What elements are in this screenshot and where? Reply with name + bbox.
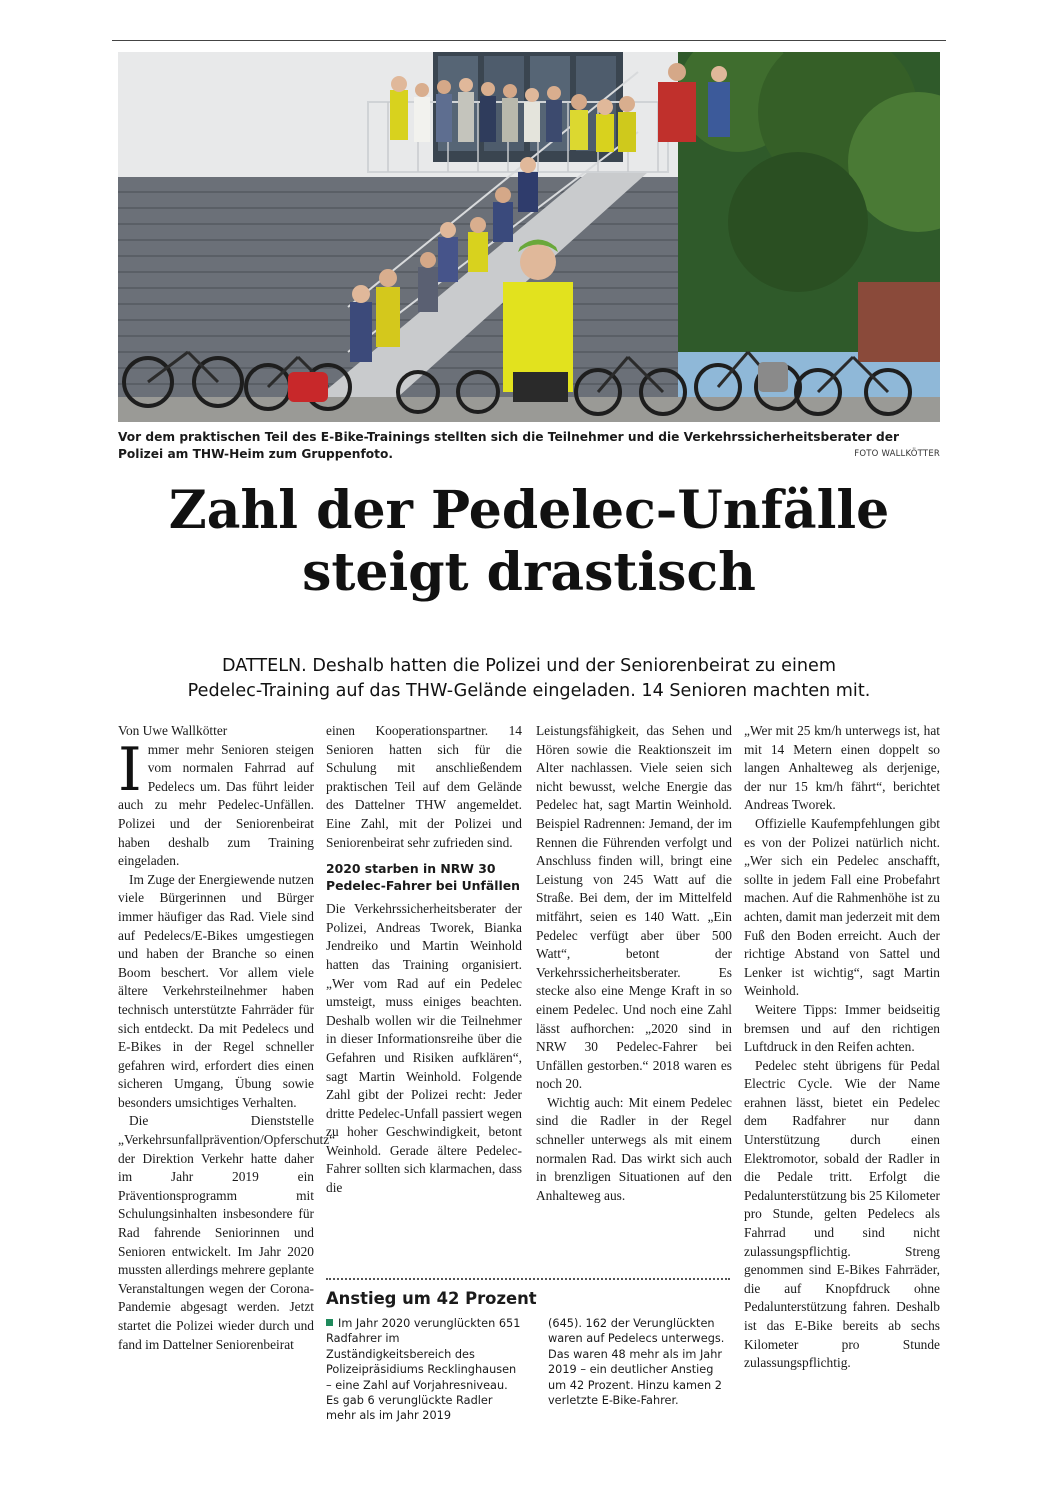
- dotted-divider: [326, 1278, 730, 1280]
- article-column-4: [744, 722, 940, 1373]
- headline-line-1: Zahl der Pedelec-Unfälle: [168, 480, 890, 541]
- info-box-column-1: [326, 1316, 522, 1424]
- drop-cap: I: [118, 734, 142, 805]
- paragraph-text: mmer mehr Senioren steigen vom normalen Fahrrad auf Pedelecs um. Das führt leider auch zu mehr Pedelec-Unfällen. Polizei und der Seniorenbeirat haben deshalb zum Training eingeladen.: [118, 741, 314, 869]
- top-rule: [112, 40, 946, 41]
- byline: Von Uwe Wallkötter: [118, 723, 228, 738]
- article-column-3: [536, 722, 732, 1205]
- paragraph: einen Kooperationspartner. 14 Senioren hatten sich für die Schulung mit anschließendem praktischen Teil auf dem Gelände des Dattelner THW angemeldet. Eine Zahl, mit der Polizei und Seniorenbeirat sehr zufrieden sind.: [326, 723, 522, 850]
- info-box-title: Anstieg um 42 Prozent: [326, 1289, 537, 1308]
- photo-credit: FOTO WALLKÖTTER: [854, 449, 940, 459]
- headline-line-2: steigt drastisch: [302, 542, 756, 603]
- paragraph: Weitere Tipps: Immer beidseitig bremsen und auf den richtigen Luftdruck in den Reifen achten.: [744, 1001, 940, 1055]
- article-column-1: [118, 722, 336, 1354]
- paragraph: Im Zuge der Energiewende nutzen viele Bürgerinnen und Bürger immer häufiger das Rad. Viele sind auf Pedelecs/E-Bikes umgestiegen und haben der Branche so einen Boom beschert. Vor allem viele ältere Verkehrsteilnehmer haben technisch unterstützte Fahrräder für sich entdeckt. Da mit Pedelecs und E-Bikes in der Regel schneller gefahren wird, erfordert dies einen sicheren Umgang, Übung sowie besonders umsichtiges Verhalten.: [118, 871, 314, 1110]
- paragraph: Pedelec steht übrigens für Pedal Electric Cycle. Wie der Name erahnen lässt, bietet ein Pedelec dem Radfahrer nur dann Unterstützung durch einen Elektromotor, sobald der Radler in die Pedale tritt. Erfolgt die Pedalunterstützung bis 25 Kilometer pro Stunde, gelten Pedelecs als Fahrrad und sind nicht zulassungspflichtig. Streng genommen sind E-Bikes Fahrräder, die auf Knopfdruck ohne Pedalunterstützung fahren. Deshalb ist das E-Bike bereits ab sechs Kilometer pro Stunde zulassungspflichtig.: [744, 1057, 940, 1371]
- paragraph: Die Verkehrssicherheitsberater der Polizei, Andreas Tworek, Bianka Jendreiko und Martin Weinhold hatten das Training organisiert. „Wer vom Rad auf ein Pedelec umsteigt, muss einiges beachten. Deshalb wollen wir die Teilnehmer in dieser Informationsreihe über die Gefahren und Risiken aufklären“, sagt Martin Weinhold. Folgende Zahl gibt der Polizei recht: Jeder dritte Pedelec-Unfall passiert wegen zu hoher Geschwindigkeit, betont Weinhold. Gerade ältere Pedelec-Fahrer sollten sich klarmachen, dass die: [326, 901, 522, 1196]
- subheadline: [112, 654, 946, 704]
- article-column-2: [326, 722, 522, 1198]
- paragraph: [118, 734, 314, 871]
- photo-caption: Vor dem praktischen Teil des E-Bike-Trainings stellten sich die Teilnehmer und die Verkehrssicherheitsberater der Polizei am THW-Heim zum Gruppenfoto.: [118, 430, 900, 461]
- info-box-body: [326, 1316, 730, 1466]
- paragraph: „Wer mit 25 km/h unterwegs ist, hat mit 14 Metern einen doppelt so langen Anhalteweg als derjenige, der nur 15 km/h fährt“, berichtet Andreas Tworek.: [744, 723, 940, 813]
- subheadline-line-1: DATTELN. Deshalb hatten die Polizei und der Seniorenbeirat zu einem: [222, 656, 836, 676]
- info-box: [326, 1278, 730, 1466]
- paragraph: Die Dienststelle „Verkehrsunfallprävention/Opferschutz“ der Direktion Verkehr hatte daher im Jahr 2019 ein Präventionsprogramm mit Schulungsinhalten insbesondere für Rad fahrende Seniorinnen und Senioren entwickelt. Im Jahr 2020 mussten allerdings mehrere geplante Veranstaltungen wegen der Corona-Pandemie abgesagt werden. Jetzt startet die Polizei wieder durch und fand im Dattelner Seniorenbeirat: [118, 1113, 336, 1352]
- bullet-square-icon: [326, 1319, 333, 1326]
- section-subhead: 2020 starben in NRW 30 Pedelec-Fahrer bei Unfällen: [326, 861, 520, 894]
- subheadline-line-2: Pedelec-Training auf das THW-Gelände eingeladen. 14 Senioren machten mit.: [187, 681, 871, 701]
- paragraph: Leistungsfähigkeit, das Sehen und Hören sowie die Reaktionszeit im Alter nachlassen. Viele seien sich nicht bewusst, welche Energie das Pedelec hat, sagt Martin Weinhold. Beispiel Radrennen: Jemand, der im Rennen die Führenden verfolgt und Anschluss finden will, bringt eine Leistung von 245 Watt auf die Straße. Bei dem, der im Mittelfeld mitfährt, seien es 140 Watt. „Ein Pedelec verfügt aber über 500 Watt“, betont der Verkehrssicherheitsberater. Es stecke also eine Menge Kraft in so einem Pedelec. Und noch eine Zahl lässt aufhorchen: „2020 sind in NRW 30 Pedelec-Fahrer bei Unfällen gestorben.“ 2018 waren es noch 20.: [536, 723, 732, 1092]
- info-box-text: Im Jahr 2020 verunglückten 651 Radfahrer im Zuständigkeitsbereich des Polizeipräsidiums Recklinghausen – eine Zahl auf Vorjahresniveau. Es gab 6 verunglückte Radler mehr als im Jahr 2019: [326, 1317, 521, 1423]
- info-box-column-2: (645). 162 der Verunglückten waren auf Pedelecs unterwegs. Das waren 48 mehr als im Jahr 2019 – ein deutlicher Anstieg um 42 Prozent. Hinzu kamen 2 verletzte E-Bike-Fahrer.: [548, 1317, 725, 1408]
- headline: [112, 480, 946, 604]
- paragraph: Wichtig auch: Mit einem Pedelec sind die Radler in der Regel schneller unterwegs als mit einem normalen Rad. Das wirkt sich auch in brenzligen Situationen auf den Anhalteweg aus.: [536, 1094, 732, 1203]
- group-photo: [118, 52, 940, 422]
- paragraph: Offizielle Kaufempfehlungen gibt es von der Polizei natürlich nicht. „Wer sich ein Pedelec anschafft, sollte in jedem Fall eine Probefahrt machen. Auf die Rahmenhöhe ist zu achten, damit man jederzeit mit dem Fuß den Boden erreicht. Auch der richtige Abstand von Sattel und Lenker ist wichtig“, sagt Martin Weinhold.: [744, 815, 940, 999]
